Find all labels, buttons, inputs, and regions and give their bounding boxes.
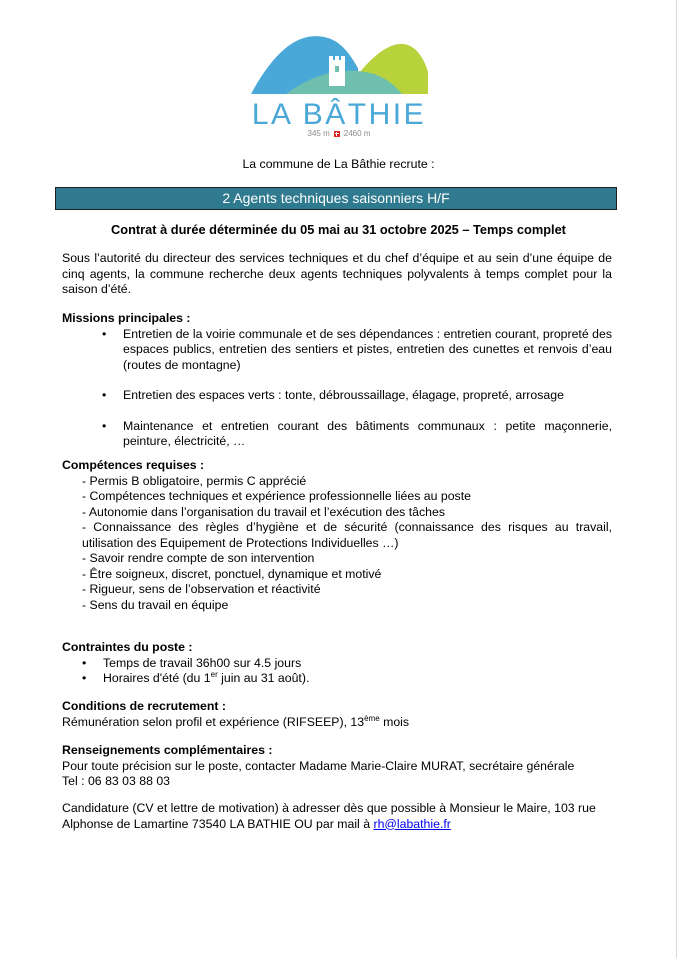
- logo-title: LA BÂTHIE: [251, 98, 427, 131]
- candidature-section: [62, 801, 612, 832]
- conditions-heading: Conditions de recrutement :: [62, 699, 226, 713]
- competence-item: - Savoir rendre compte de son intervention: [82, 551, 315, 565]
- altitude-high: 2460 m: [343, 129, 371, 138]
- competence-item: - Autonomie dans l’organisation du travail et l’exécution des tâches: [82, 504, 445, 519]
- missions-heading: Missions principales :: [62, 311, 191, 325]
- mission-item: • Entretien de la voirie communale et de ses dépendances : entretien courant, propreté des espaces publics, entretien des sentiers et pistes, entretien des cunettes et renvois d’eau (routes de montagne): [62, 327, 612, 374]
- email-link[interactable]: rh@labathie.fr: [373, 816, 451, 831]
- la-bathie-logo: [246, 28, 432, 143]
- competence-item: - Être soigneux, discret, ponctuel, dynamique et motivé: [82, 566, 382, 581]
- savoie-flag-icon: [334, 131, 340, 137]
- competences-section: [62, 458, 612, 613]
- renseignements-section: [62, 743, 612, 790]
- renseignements-heading: Renseignements complémentaires :: [62, 743, 273, 757]
- competence-item: - Compétences techniques et expérience professionnelle liées au poste: [82, 489, 471, 503]
- conditions-section: [62, 699, 612, 730]
- job-description: Sous l’autorité du directeur des services techniques et du chef d’équipe et au sein d’une équipe de cinq agents, la commune recherche deux agents techniques polyvalents à temps complet pour la saison d’été.: [62, 251, 612, 296]
- contract-line: Contrat à durée déterminée du 05 mai au 31 octobre 2025 – Temps complet: [111, 222, 566, 237]
- candidature-text: Candidature (CV et lettre de motivation) à adresser dès que possible à Monsieur le Maire, 103 rue Alphonse de Lamartine 73540 LA BATHIE OU par mail à: [62, 801, 596, 831]
- contraintes-section: [62, 640, 612, 687]
- mission-item: • Entretien des espaces verts : tonte, débroussaillage, élagage, propreté, arrosage: [62, 388, 612, 404]
- mission-item: • Maintenance et entretien courant des bâtiments communaux : petite maçonnerie, peinture, électricité, …: [62, 419, 612, 450]
- conditions-text: Rémunération selon profil et expérience (RIFSEEP), 13ème mois: [62, 713, 410, 729]
- intro-line: La commune de La Bâthie recrute :: [242, 157, 435, 171]
- contrainte-item: • Horaires d'été (du 1er juin au 31 août).: [62, 671, 612, 687]
- competence-item: - Connaissance des règles d’hygiène et de sécurité (connaissance des risques au travail, utilisation des Equipement de Protections Individuelles …): [82, 520, 612, 550]
- missions-list: [62, 327, 612, 450]
- contraintes-heading: Contraintes du poste :: [62, 640, 193, 654]
- contrainte-item: • Temps de travail 36h00 sur 4.5 jours: [62, 656, 612, 672]
- contact-line: Pour toute précision sur le poste, contacter Madame Marie-Claire MURAT, secrétaire générale: [62, 758, 575, 773]
- competence-item: - Permis B obligatoire, permis C apprécié: [82, 473, 307, 488]
- logo-altitudes: [246, 129, 432, 138]
- missions-section: [62, 311, 612, 450]
- competence-item: - Rigueur, sens de l’observation et réactivité: [82, 582, 321, 596]
- altitude-low: 345 m: [307, 129, 330, 138]
- competence-item: - Sens du travail en équipe: [82, 597, 229, 612]
- mountains-logo-graphic: [246, 28, 432, 100]
- job-title-banner: 2 Agents techniques saisonniers H/F: [55, 187, 617, 210]
- competences-list: [62, 474, 612, 614]
- contraintes-list: [62, 656, 612, 687]
- competences-heading: Compétences requises :: [62, 458, 205, 472]
- phone-line: Tel : 06 83 03 88 03: [62, 774, 171, 788]
